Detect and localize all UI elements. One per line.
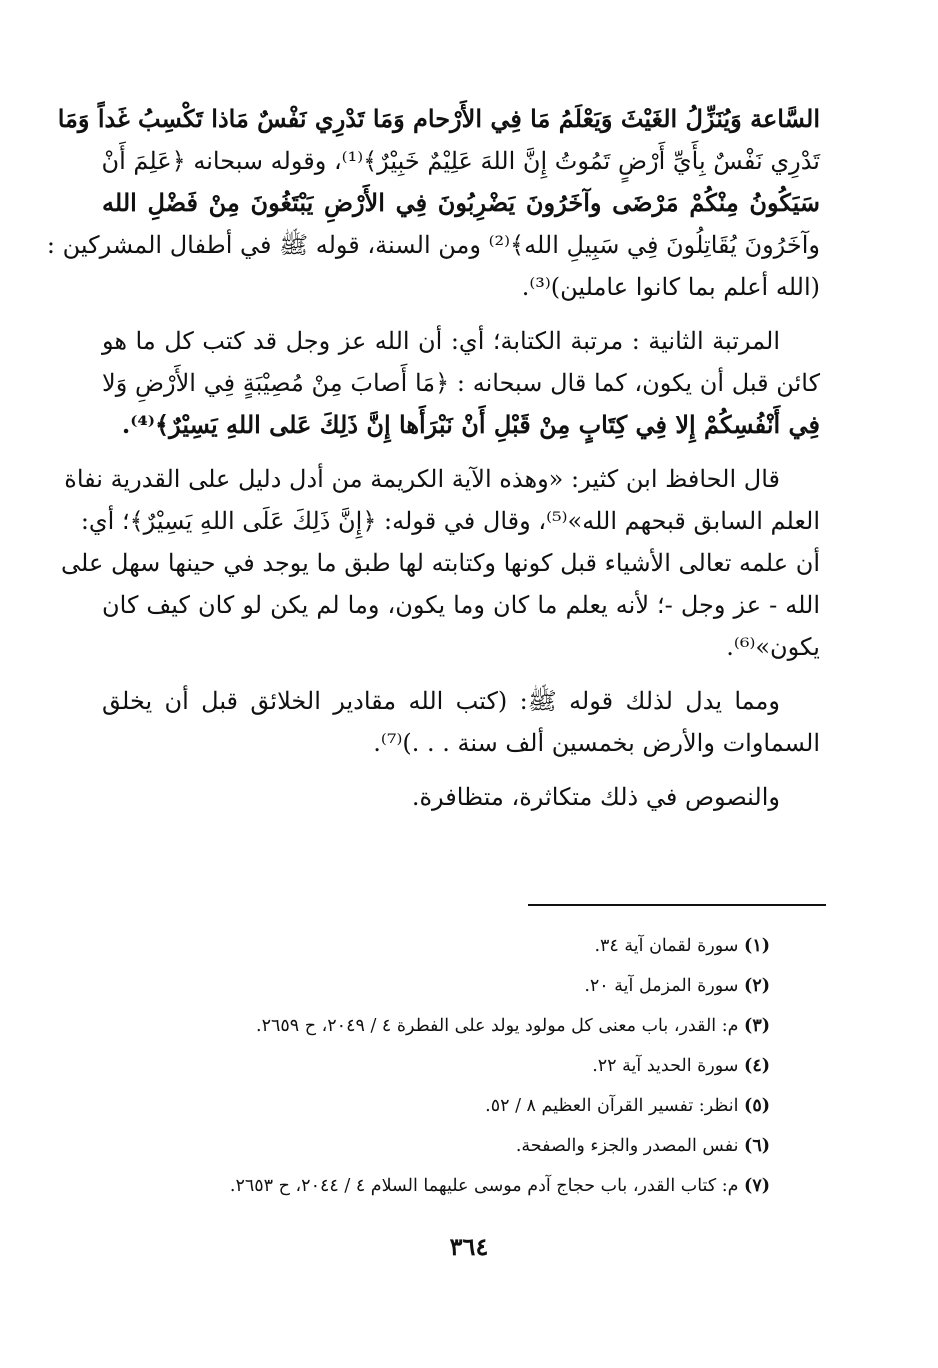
footnote-text: سورة المزمل آية ٢٠. bbox=[584, 976, 739, 996]
text-line: وآخَرُونَ يُقَاتِلُونَ فِي سَبِيلِ الله﴾⁽²⁾ ومن السنة، قوله ﷺ في أطفال المشركين : bbox=[46, 231, 820, 259]
footnote-number: (٣) bbox=[744, 1016, 770, 1036]
footnote-item bbox=[120, 1086, 770, 1126]
text-line: قال الحافظ ابن كثير: «وهذه الآية الكريمة من أدل دليل على القدرية نفاة bbox=[64, 465, 780, 493]
footnotes bbox=[120, 926, 770, 1206]
text-line: كائن قبل أن يكون، كما قال سبحانه : ﴿مَا أَصابَ مِنْ مُصِيْبَةٍ فِي الأَرْضِ وَلا bbox=[102, 369, 820, 397]
footnote-number: (٤) bbox=[744, 1056, 770, 1076]
footnote-item bbox=[120, 1126, 770, 1166]
footnote-number: (٢) bbox=[744, 976, 770, 996]
paragraph-5 bbox=[102, 776, 820, 818]
text-line: السماوات والأرض بخمسين ألف سنة . . .)⁽⁷⁾. bbox=[373, 729, 820, 757]
main-text bbox=[46, 98, 820, 818]
footnote-item bbox=[120, 1046, 770, 1086]
footnote-number: (٧) bbox=[744, 1176, 770, 1196]
paragraph-3 bbox=[61, 458, 820, 668]
text-line: سَيَكُونُ مِنْكُمْ مَرْضَى وآخَرُونَ يَضْرِبُونَ فِي الأَرْضِ يَبْتَغُونَ مِنْ فَضْلِ الله bbox=[102, 188, 820, 217]
footnote-item bbox=[120, 966, 770, 1006]
footnote-item bbox=[120, 1006, 770, 1046]
footnote-number: (٦) bbox=[744, 1136, 770, 1156]
text-line: أن علمه تعالى الأشياء قبل كونها وكتابته لها طبق ما يوجد في حينها سهل على bbox=[61, 549, 820, 577]
footnote-text: سورة لقمان آية ٣٤. bbox=[594, 936, 739, 956]
footnote-separator bbox=[528, 904, 826, 906]
footnote-text: م: كتاب القدر، باب حجاج آدم موسى عليهما السلام ٤ / ٢٠٤٤، ح ٢٦٥٣. bbox=[229, 1176, 739, 1196]
text-line: العلم السابق قبحهم الله»⁽⁵⁾، وقال في قوله: ﴿إِنَّ ذَلِكَ عَلَى اللهِ يَسِيْرٌ﴾؛ أي: bbox=[80, 507, 820, 535]
text-line: فِي أَنْفُسِكُمْ إِلا فِي كِتَابٍ مِنْ قَبْلِ أَنْ نَبْرَأَها إِنَّ ذَلِكَ عَلى اللهِ يَسِيْرٌ﴾⁽⁴⁾. bbox=[121, 410, 820, 439]
footnote-text: نفس المصدر والجزء والصفحة. bbox=[515, 1136, 739, 1156]
footnote-number: (١) bbox=[744, 936, 770, 956]
page-number: ٣٦٤ bbox=[449, 1232, 489, 1261]
footnote-item bbox=[120, 1166, 770, 1206]
text-line: السَّاعة وَيُنَزِّلُ الغَيْثَ وَيَعْلَمُ مَا فِي الأَرْحام وَمَا تَدْرِي نَفْسٌ مَاذا تَكْسِبُ غَداً وَمَا bbox=[57, 104, 820, 133]
text-line: تَدْرِي نَفْسٌ بِأَيِّ أَرْضٍ تَمُوتُ إِنَّ اللهَ عَلِيْمٌ خَبِيْرٌ﴾⁽¹⁾، وقوله سبحانه ﴿عَلِمَ أَنْ bbox=[101, 147, 820, 175]
text-line: يكون»⁽⁶⁾. bbox=[726, 633, 820, 661]
text-line: المرتبة الثانية : مرتبة الكتابة؛ أي: أن الله عز وجل قد كتب كل ما هو bbox=[102, 327, 780, 355]
paragraph-1 bbox=[46, 98, 820, 308]
paragraph-2 bbox=[102, 320, 820, 446]
footnote-item bbox=[120, 926, 770, 966]
text-line: ومما يدل لذلك قوله ﷺ: (كتب الله مقادير الخلائق قبل أن يخلق bbox=[102, 687, 780, 715]
text-line: والنصوص في ذلك متكاثرة، متظافرة. bbox=[411, 783, 780, 811]
footnote-text: سورة الحديد آية ٢٢. bbox=[592, 1056, 739, 1076]
text-line: (الله أعلم بما كانوا عاملين)⁽³⁾. bbox=[521, 273, 820, 301]
footnote-text: انظر: تفسير القرآن العظيم ٨ / ٥٢. bbox=[485, 1096, 739, 1116]
footnote-text: م: القدر، باب معنى كل مولود يولد على الفطرة ٤ / ٢٠٤٩، ح ٢٦٥٩. bbox=[256, 1016, 739, 1036]
footnote-number: (٥) bbox=[744, 1096, 770, 1116]
text-line: الله - عز وجل -؛ لأنه يعلم ما كان وما يكون، وما لم يكن لو كان كيف كان bbox=[102, 591, 820, 619]
paragraph-4 bbox=[102, 680, 820, 764]
